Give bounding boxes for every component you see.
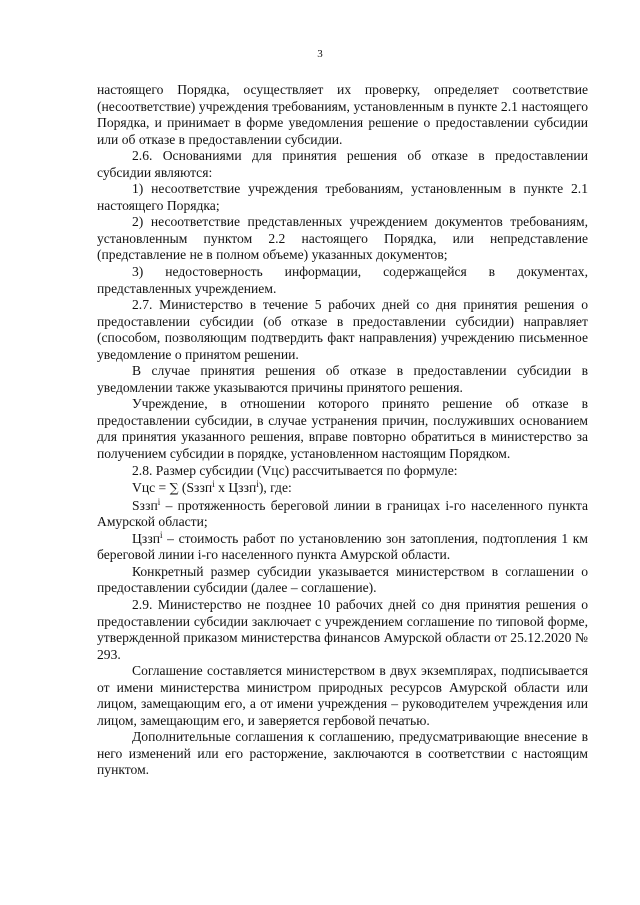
paragraph-2-9: 2.9. Министерство не позднее 10 рабочих дней со дня принятия решения о предоставлении субсидии заключает с учреждением соглашение по типовой форме, утвержденной приказом министерства финансов Амурской области от 25.12.2020 № 293. — [97, 596, 588, 662]
sigma-symbol: ∑ — [169, 480, 179, 496]
paragraph-additional-agreements: Дополнительные соглашения к соглашению, предусматривающие внесение в него изменений или его расторжение, заключаются в соответствии с настоящим пунктом. — [97, 729, 588, 778]
paragraph-reapply: Учреждение, в отношении которого принято решение об отказе в предоставлении субсидии, в случае устранения причин, послуживших основанием для принятия указанного решения, вправе повторно обратиться в министерство за получением субсидии в порядке, установленном настоящим Порядком. — [97, 396, 588, 462]
paragraph-agreement-signing: Соглашение составляется министерством в двух экземплярах, подписывается от имени министерства министром природных ресурсов Амурской области или лицом, замещающим его, а от имени учреждения – руководителем учреждения или лицом, замещающим его, и заверяется гербовой печатью. — [97, 663, 588, 728]
paragraph-2-7: 2.7. Министерство в течение 5 рабочих дней со дня принятия решения о предоставлении субсидии (об отказе в предоставлении субсидии) направляет (способом, позволяющим подтвердить факт направления) учреждению письменное уведомление о принятом решении. — [97, 297, 588, 362]
list-item-1: 1) несоответствие учреждения требованиям, установленным в пункте 2.1 настоящего Порядка; — [97, 181, 588, 213]
page-number: 3 — [317, 48, 323, 60]
paragraph-2-8: 2.8. Размер субсидии (Vцс) рассчитывается по формуле: — [132, 462, 458, 478]
paragraph-2-6: 2.6. Основаниями для принятия решения об отказе в предоставлении субсидии являются: — [97, 148, 588, 180]
paragraph-refusal-reasons: В случае принятия решения об отказе в предоставлении субсидии в уведомлении также указываются причины принятого решения. — [97, 363, 588, 395]
definition-cost: Цззп$^i$ – стоимость работ по установлению зон затопления, подтопления 1 км береговой линии i-го населенного пункта Амурской области. — [97, 529, 588, 563]
list-item-3: 3) недостоверность информации, содержащейся в документах, представленных учреждением. — [97, 264, 588, 296]
definition-length: Sззп$^i$ – протяженность береговой линии в границах i-го населенного пункта Амурской области; — [97, 496, 588, 530]
paragraph-subsidy-amount: Конкретный размер субсидии указывается министерством в соглашении о предоставлении субсидии (далее – соглашение). — [97, 563, 588, 596]
subsidy-formula: Vцс = ∑ (Sззп$^i$ x Цззп$^i$), где: — [132, 479, 292, 496]
list-item-2: 2) несоответствие представленных учреждением документов требованиям, установленным пунктом 2.2 настоящего Порядка, или непредставление (представление не в полном объеме) указанных документов; — [97, 214, 588, 263]
paragraph-continuation: настоящего Порядка, осуществляет их проверку, определяет соответствие (несоответствие) учреждения требованиям, установленным в пункте 2.1 настоящего Порядка, и принимает в форме уведомления решение о предоставлении субсидии или об отказе в предоставлении субсидии. — [97, 82, 588, 147]
